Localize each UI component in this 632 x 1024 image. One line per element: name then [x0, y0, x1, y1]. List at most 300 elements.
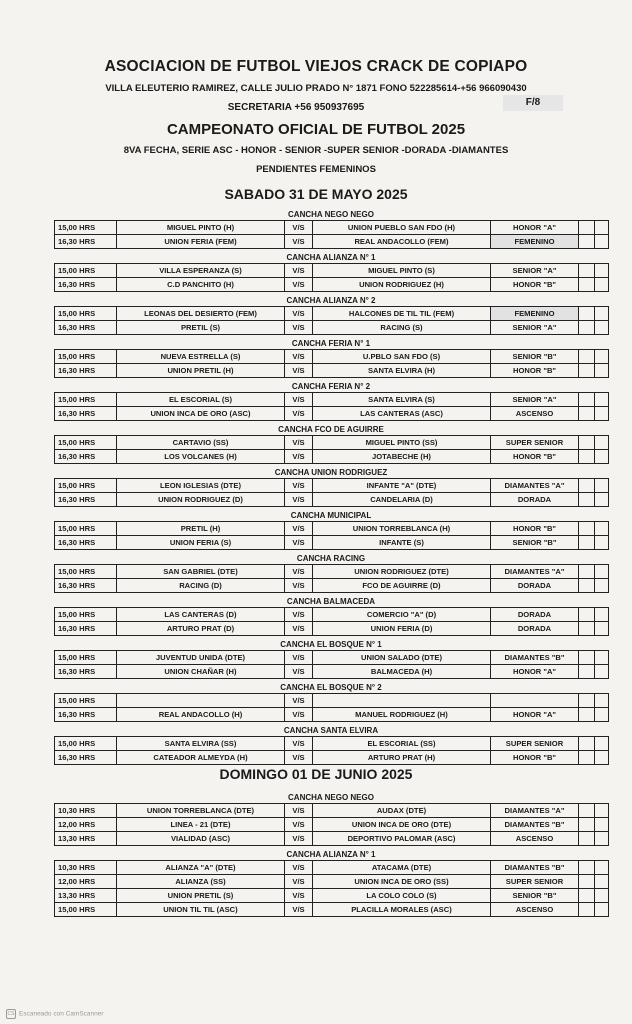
score-cell — [595, 407, 609, 421]
venue-block — [54, 467, 608, 507]
match-time: 15,00 HRS — [55, 737, 117, 751]
home-team: REAL ANDACOLLO (H) — [117, 708, 285, 722]
venue-block — [54, 338, 608, 378]
category: HONOR "B" — [491, 751, 579, 765]
score-cell — [595, 493, 609, 507]
versus-label: V/S — [285, 875, 313, 889]
home-team: VIALIDAD (ASC) — [117, 832, 285, 846]
score-cell — [579, 889, 595, 903]
match-time: 15,00 HRS — [55, 565, 117, 579]
versus-label: V/S — [285, 522, 313, 536]
match-time: 16,30 HRS — [55, 536, 117, 550]
category: SUPER SENIOR — [491, 875, 579, 889]
match-row — [55, 321, 609, 335]
home-team: CATEADOR ALMEYDA (H) — [117, 751, 285, 765]
away-team: UNION SALADO (DTE) — [313, 651, 491, 665]
match-row — [55, 307, 609, 321]
score-cell — [595, 832, 609, 846]
home-team: UNION RODRIGUEZ (D) — [117, 493, 285, 507]
score-cell — [595, 235, 609, 249]
category: DORADA — [491, 493, 579, 507]
venue-block — [54, 682, 608, 722]
category: ASCENSO — [491, 832, 579, 846]
category: SENIOR "A" — [491, 264, 579, 278]
home-team: LEONAS DEL DESIERTO (FEM) — [117, 307, 285, 321]
score-cell — [579, 307, 595, 321]
away-team: U.PBLO SAN FDO (S) — [313, 350, 491, 364]
match-table — [54, 860, 609, 917]
score-cell — [595, 522, 609, 536]
home-team: PRETIL (H) — [117, 522, 285, 536]
away-team: EL ESCORIAL (SS) — [313, 737, 491, 751]
venue-name: CANCHA EL BOSQUE N° 1 — [280, 640, 382, 649]
match-row — [55, 450, 609, 464]
score-cell — [595, 221, 609, 235]
score-cell — [595, 479, 609, 493]
score-cell — [595, 903, 609, 917]
score-cell — [579, 751, 595, 765]
score-cell — [595, 737, 609, 751]
venue-name: CANCHA FCO DE AGUIRRE — [278, 425, 384, 434]
score-cell — [579, 393, 595, 407]
home-team: UNION TIL TIL (ASC) — [117, 903, 285, 917]
score-cell — [595, 579, 609, 593]
match-row — [55, 832, 609, 846]
score-cell — [579, 565, 595, 579]
venue-name: CANCHA BALMACEDA — [286, 597, 376, 606]
score-cell — [579, 350, 595, 364]
match-time: 16,30 HRS — [55, 579, 117, 593]
away-team — [313, 694, 491, 708]
category: HONOR "B" — [491, 450, 579, 464]
match-time: 15,00 HRS — [55, 608, 117, 622]
category: SENIOR "B" — [491, 889, 579, 903]
score-cell — [579, 536, 595, 550]
home-team: LAS CANTERAS (D) — [117, 608, 285, 622]
home-team: SANTA ELVIRA (SS) — [117, 737, 285, 751]
versus-label: V/S — [285, 364, 313, 378]
versus-label: V/S — [285, 436, 313, 450]
versus-label: V/S — [285, 889, 313, 903]
match-time: 16,30 HRS — [55, 278, 117, 292]
versus-label: V/S — [285, 694, 313, 708]
venue-name: CANCHA ALIANZA N° 1 — [286, 850, 376, 859]
match-table — [54, 220, 609, 249]
versus-label: V/S — [285, 264, 313, 278]
venue-name: CANCHA FERIA N° 1 — [291, 339, 371, 348]
match-time: 15,00 HRS — [55, 393, 117, 407]
score-cell — [579, 694, 595, 708]
match-row — [55, 235, 609, 249]
home-team: CARTAVIO (SS) — [117, 436, 285, 450]
category: FEMENINO — [491, 235, 579, 249]
versus-label: V/S — [285, 393, 313, 407]
score-cell — [595, 751, 609, 765]
away-team: MIGUEL PINTO (SS) — [313, 436, 491, 450]
category: DIAMANTES "B" — [491, 651, 579, 665]
home-team: UNION TORREBLANCA (DTE) — [117, 804, 285, 818]
score-cell — [579, 708, 595, 722]
score-cell — [595, 393, 609, 407]
versus-label: V/S — [285, 804, 313, 818]
score-cell — [595, 818, 609, 832]
match-table — [54, 607, 609, 636]
away-team: UNION PUEBLO SAN FDO (H) — [313, 221, 491, 235]
score-cell — [579, 737, 595, 751]
scanner-watermark — [6, 1009, 104, 1019]
versus-label: V/S — [285, 350, 313, 364]
score-cell — [579, 818, 595, 832]
home-team: JUVENTUD UNIDA (DTE) — [117, 651, 285, 665]
home-team: C.D PANCHITO (H) — [117, 278, 285, 292]
category: DIAMANTES "A" — [491, 804, 579, 818]
match-row — [55, 536, 609, 550]
away-team: LA COLO COLO (S) — [313, 889, 491, 903]
match-row — [55, 393, 609, 407]
secretary-phone: SECRETARIA +56 950937695 — [227, 102, 365, 113]
match-time: 16,30 HRS — [55, 450, 117, 464]
home-team: UNION FERIA (S) — [117, 536, 285, 550]
versus-label: V/S — [285, 307, 313, 321]
away-team: PLACILLA MORALES (ASC) — [313, 903, 491, 917]
match-row — [55, 522, 609, 536]
home-team: NUEVA ESTRELLA (S) — [117, 350, 285, 364]
match-table — [54, 736, 609, 765]
venue-name: CANCHA MUNICIPAL — [290, 511, 372, 520]
camscanner-icon: CS — [7, 1011, 15, 1017]
category: SENIOR "A" — [491, 321, 579, 335]
score-cell — [595, 536, 609, 550]
match-row — [55, 708, 609, 722]
category: DIAMANTES "A" — [491, 565, 579, 579]
home-team: EL ESCORIAL (S) — [117, 393, 285, 407]
away-team: DEPORTIVO PALOMAR (ASC) — [313, 832, 491, 846]
match-row — [55, 264, 609, 278]
fecha-code-box: F/8 — [503, 95, 563, 111]
match-row — [55, 608, 609, 622]
score-cell — [579, 861, 595, 875]
organization-title: ASOCIACION DE FUTBOL VIEJOS CRACK DE COPIAPO — [104, 58, 528, 75]
match-row — [55, 493, 609, 507]
match-row — [55, 694, 609, 708]
away-team: HALCONES DE TIL TIL (FEM) — [313, 307, 491, 321]
venue-block — [54, 792, 608, 846]
away-team: FCO DE AGUIRRE (D) — [313, 579, 491, 593]
away-team: SANTA ELVIRA (H) — [313, 364, 491, 378]
versus-label: V/S — [285, 278, 313, 292]
category: ASCENSO — [491, 903, 579, 917]
match-row — [55, 479, 609, 493]
versus-label: V/S — [285, 321, 313, 335]
match-time: 16,30 HRS — [55, 407, 117, 421]
match-row — [55, 903, 609, 917]
match-row — [55, 407, 609, 421]
score-cell — [579, 665, 595, 679]
versus-label: V/S — [285, 737, 313, 751]
match-table — [54, 435, 609, 464]
score-cell — [595, 861, 609, 875]
category: SUPER SENIOR — [491, 737, 579, 751]
away-team: JOTABECHE (H) — [313, 450, 491, 464]
score-cell — [579, 622, 595, 636]
score-cell — [595, 278, 609, 292]
versus-label: V/S — [285, 903, 313, 917]
score-cell — [595, 875, 609, 889]
away-team: INFANTE "A" (DTE) — [313, 479, 491, 493]
day-title-sunday: DOMINGO 01 DE JUNIO 2025 — [219, 766, 413, 782]
score-cell — [595, 264, 609, 278]
versus-label: V/S — [285, 751, 313, 765]
away-team: INFANTE (S) — [313, 536, 491, 550]
match-time: 15,00 HRS — [55, 436, 117, 450]
match-time: 16,30 HRS — [55, 493, 117, 507]
match-row — [55, 278, 609, 292]
score-cell — [595, 708, 609, 722]
match-row — [55, 861, 609, 875]
match-time: 13,30 HRS — [55, 832, 117, 846]
match-row — [55, 622, 609, 636]
versus-label: V/S — [285, 651, 313, 665]
home-team: LINEA - 21 (DTE) — [117, 818, 285, 832]
match-table — [54, 306, 609, 335]
away-team: MIGUEL PINTO (S) — [313, 264, 491, 278]
match-table — [54, 650, 609, 679]
score-cell — [579, 264, 595, 278]
score-cell — [579, 804, 595, 818]
away-team: CANDELARIA (D) — [313, 493, 491, 507]
match-row — [55, 889, 609, 903]
match-time: 16,30 HRS — [55, 708, 117, 722]
match-row — [55, 818, 609, 832]
category: SENIOR "A" — [491, 393, 579, 407]
score-cell — [595, 665, 609, 679]
home-team: RACING (D) — [117, 579, 285, 593]
match-table — [54, 564, 609, 593]
match-time: 10,30 HRS — [55, 861, 117, 875]
versus-label: V/S — [285, 450, 313, 464]
score-cell — [579, 608, 595, 622]
score-cell — [595, 364, 609, 378]
series-line: 8VA FECHA, SERIE ASC - HONOR - SENIOR -SUPER SENIOR -DORADA -DIAMANTES — [123, 145, 509, 156]
category: HONOR "A" — [491, 221, 579, 235]
score-cell — [595, 694, 609, 708]
match-time: 15,00 HRS — [55, 479, 117, 493]
venue-block — [54, 849, 608, 917]
away-team: UNION TORREBLANCA (H) — [313, 522, 491, 536]
home-team: UNION PRETIL (S) — [117, 889, 285, 903]
scanner-note: Escaneado con CamScanner — [19, 1010, 104, 1018]
score-cell — [595, 436, 609, 450]
match-row — [55, 651, 609, 665]
score-cell — [579, 235, 595, 249]
venue-name: CANCHA NEGO NEGO — [288, 793, 374, 802]
match-time: 10,30 HRS — [55, 804, 117, 818]
match-table — [54, 392, 609, 421]
home-team: ARTURO PRAT (D) — [117, 622, 285, 636]
match-time: 15,00 HRS — [55, 264, 117, 278]
score-cell — [595, 622, 609, 636]
category: SENIOR "B" — [491, 536, 579, 550]
match-time: 15,00 HRS — [55, 350, 117, 364]
versus-label: V/S — [285, 608, 313, 622]
venue-name: CANCHA SANTA ELVIRA — [283, 726, 379, 735]
versus-label: V/S — [285, 407, 313, 421]
category: FEMENINO — [491, 307, 579, 321]
score-cell — [579, 522, 595, 536]
away-team: LAS CANTERAS (ASC) — [313, 407, 491, 421]
day-title-saturday: SABADO 31 DE MAYO 2025 — [224, 186, 408, 202]
venue-name: CANCHA FERIA N° 2 — [291, 382, 371, 391]
score-cell — [579, 903, 595, 917]
match-time: 13,30 HRS — [55, 889, 117, 903]
score-cell — [579, 493, 595, 507]
match-table — [54, 478, 609, 507]
venue-block — [54, 252, 608, 292]
category: ASCENSO — [491, 407, 579, 421]
away-team: RACING (S) — [313, 321, 491, 335]
venue-block — [54, 553, 608, 593]
home-team: UNION FERIA (FEM) — [117, 235, 285, 249]
versus-label: V/S — [285, 818, 313, 832]
match-time: 16,30 HRS — [55, 665, 117, 679]
match-time: 16,30 HRS — [55, 321, 117, 335]
category: HONOR "B" — [491, 522, 579, 536]
versus-label: V/S — [285, 579, 313, 593]
score-cell — [595, 350, 609, 364]
home-team: ALIANZA (SS) — [117, 875, 285, 889]
category: SENIOR "B" — [491, 350, 579, 364]
venue-block — [54, 596, 608, 636]
match-time: 15,00 HRS — [55, 522, 117, 536]
versus-label: V/S — [285, 536, 313, 550]
match-time: 12,00 HRS — [55, 818, 117, 832]
match-row — [55, 565, 609, 579]
address-line: VILLA ELEUTERIO RAMIREZ, CALLE JULIO PRADO N° 1871 FONO 522285614-+56 966090430 — [105, 83, 527, 94]
venue-name: CANCHA EL BOSQUE N° 2 — [280, 683, 382, 692]
score-cell — [595, 608, 609, 622]
score-cell — [579, 364, 595, 378]
match-row — [55, 751, 609, 765]
venue-name: CANCHA ALIANZA N° 2 — [286, 296, 376, 305]
category: HONOR "B" — [491, 364, 579, 378]
match-time: 15,00 HRS — [55, 221, 117, 235]
venue-name: CANCHA RACING — [296, 554, 366, 563]
venue-block — [54, 295, 608, 335]
match-time: 15,00 HRS — [55, 307, 117, 321]
match-time: 16,30 HRS — [55, 622, 117, 636]
match-row — [55, 364, 609, 378]
category: HONOR "A" — [491, 708, 579, 722]
away-team: BALMACEDA (H) — [313, 665, 491, 679]
versus-label: V/S — [285, 708, 313, 722]
category: DORADA — [491, 579, 579, 593]
match-time: 15,00 HRS — [55, 694, 117, 708]
home-team: LEON IGLESIAS (DTE) — [117, 479, 285, 493]
category: DIAMANTES "B" — [491, 861, 579, 875]
versus-label: V/S — [285, 665, 313, 679]
score-cell — [579, 832, 595, 846]
score-cell — [579, 278, 595, 292]
home-team: SAN GABRIEL (DTE) — [117, 565, 285, 579]
category: HONOR "B" — [491, 278, 579, 292]
versus-label: V/S — [285, 565, 313, 579]
score-cell — [579, 221, 595, 235]
away-team: ATACAMA (DTE) — [313, 861, 491, 875]
match-row — [55, 350, 609, 364]
home-team: UNION INCA DE ORO (ASC) — [117, 407, 285, 421]
category: SUPER SENIOR — [491, 436, 579, 450]
score-cell — [595, 804, 609, 818]
versus-label: V/S — [285, 861, 313, 875]
away-team: REAL ANDACOLLO (FEM) — [313, 235, 491, 249]
away-team: SANTA ELVIRA (S) — [313, 393, 491, 407]
home-team: MIGUEL PINTO (H) — [117, 221, 285, 235]
score-cell — [579, 579, 595, 593]
match-table — [54, 521, 609, 550]
away-team: UNION RODRIGUEZ (DTE) — [313, 565, 491, 579]
match-time: 15,00 HRS — [55, 903, 117, 917]
venue-block — [54, 510, 608, 550]
match-row — [55, 665, 609, 679]
venue-name: CANCHA ALIANZA N° 1 — [286, 253, 376, 262]
match-table — [54, 693, 609, 722]
venue-block — [54, 381, 608, 421]
venue-name: CANCHA UNION RODRIGUEZ — [274, 468, 388, 477]
away-team: COMERCIO "A" (D) — [313, 608, 491, 622]
home-team: UNION PRETIL (H) — [117, 364, 285, 378]
match-table — [54, 349, 609, 378]
versus-label: V/S — [285, 622, 313, 636]
score-cell — [595, 889, 609, 903]
match-time: 16,30 HRS — [55, 235, 117, 249]
venue-block — [54, 725, 608, 765]
match-row — [55, 804, 609, 818]
away-team: MANUEL RODRIGUEZ (H) — [313, 708, 491, 722]
home-team: UNION CHAÑAR (H) — [117, 665, 285, 679]
category: DIAMANTES "B" — [491, 818, 579, 832]
score-cell — [595, 565, 609, 579]
championship-title: CAMPEONATO OFICIAL DE FUTBOL 2025 — [166, 121, 466, 138]
venue-block — [54, 209, 608, 249]
match-time: 16,30 HRS — [55, 364, 117, 378]
match-time: 15,00 HRS — [55, 651, 117, 665]
match-table — [54, 803, 609, 846]
match-time: 12,00 HRS — [55, 875, 117, 889]
home-team: PRETIL (S) — [117, 321, 285, 335]
home-team — [117, 694, 285, 708]
score-cell — [579, 651, 595, 665]
category: DIAMANTES "A" — [491, 479, 579, 493]
category: HONOR "A" — [491, 665, 579, 679]
score-cell — [579, 479, 595, 493]
match-row — [55, 436, 609, 450]
match-row — [55, 579, 609, 593]
home-team: ALIANZA "A" (DTE) — [117, 861, 285, 875]
away-team: UNION RODRIGUEZ (H) — [313, 278, 491, 292]
match-row — [55, 875, 609, 889]
match-time: 16,30 HRS — [55, 751, 117, 765]
versus-label: V/S — [285, 493, 313, 507]
score-cell — [579, 436, 595, 450]
away-team: UNION INCA DE ORO (DTE) — [313, 818, 491, 832]
score-cell — [595, 450, 609, 464]
match-table — [54, 263, 609, 292]
score-cell — [579, 875, 595, 889]
score-cell — [595, 651, 609, 665]
venue-block — [54, 639, 608, 679]
match-row — [55, 221, 609, 235]
score-cell — [595, 307, 609, 321]
